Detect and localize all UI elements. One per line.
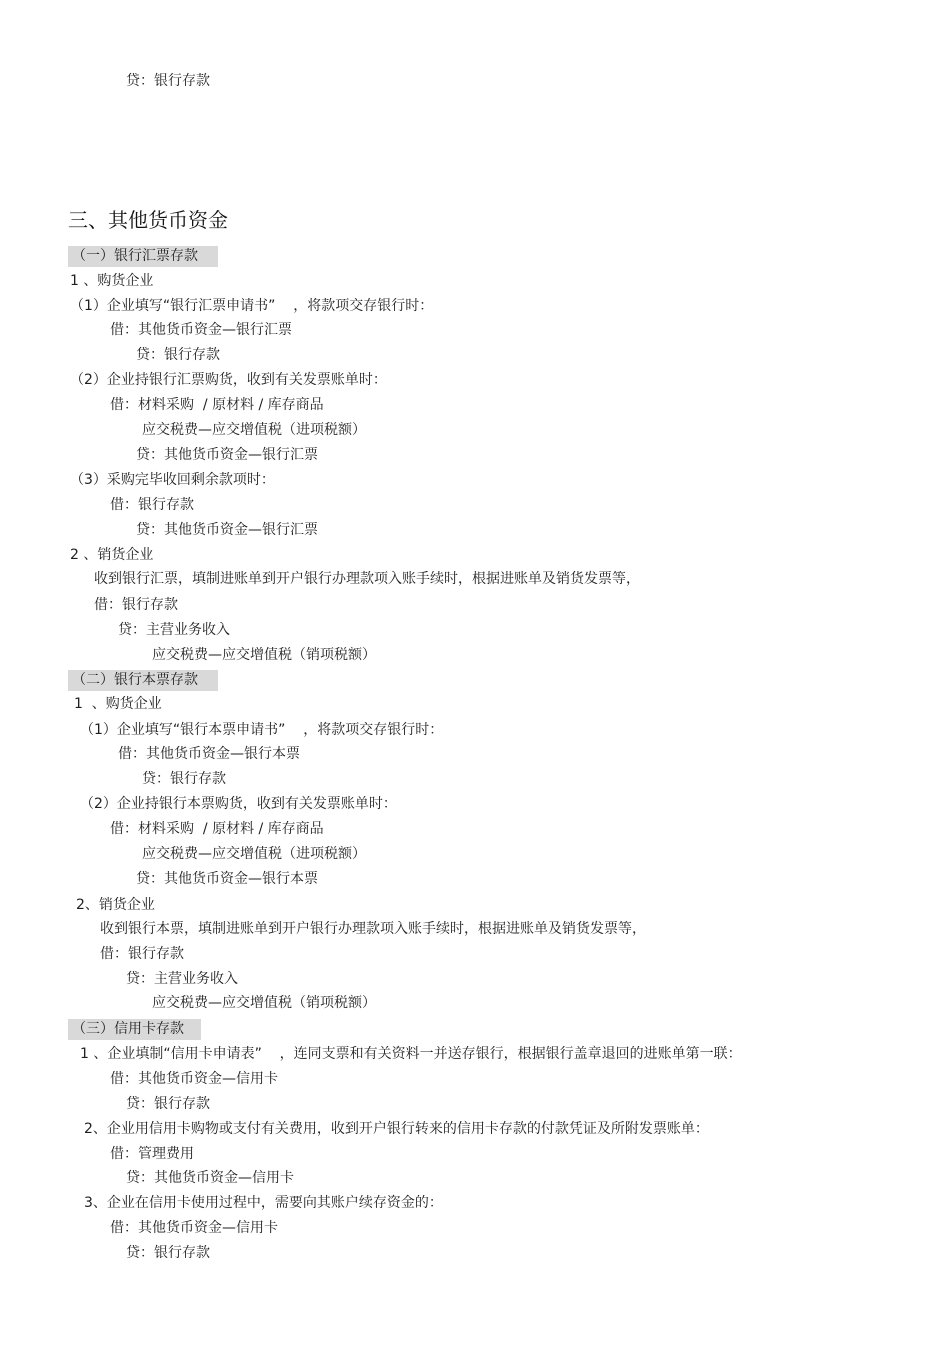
list-item: （2）企业持银行汇票购货，收到有关发票账单时： [70,372,387,388]
entry-line: 借：材料采购 / 原材料 / 库存商品 [110,397,324,413]
entry-line: 贷：主营业务收入 [118,622,230,638]
list-item: 3、企业在信用卡使用过程中，需要向其账户续存资金的： [84,1195,443,1211]
entry-line: 借：银行存款 [100,946,184,962]
subsection-heading-bank-draft: （一）银行汇票存款 [68,246,218,267]
list-item: （1）企业填写“银行本票申请书” ，将款项交存银行时： [80,722,444,738]
entry-line: 贷：其他货币资金—银行本票 [136,871,318,887]
entry-line: 贷：其他货币资金—银行汇票 [136,522,318,538]
list-item: 1 、购货企业 [74,696,162,712]
entry-line: 应交税费—应交增值税（销项税额） [152,995,376,1011]
list-item: 1 、企业填制“信用卡申请表” ，连同支票和有关资料一并送存银行，根据银行盖章退回的进账单第一联： [80,1046,742,1062]
list-item: 2 、销货企业 [70,547,154,563]
list-item: 2、企业用信用卡购物或支付有关费用，收到开户银行转来的信用卡存款的付款凭证及所附发票账单： [84,1121,709,1137]
list-item: （1）企业填写“银行汇票申请书” ，将款项交存银行时： [70,298,434,314]
entry-line: 贷：其他货币资金—信用卡 [126,1170,294,1186]
entry-line: 借：其他货币资金—银行本票 [118,746,300,762]
entry-line: 应交税费—应交增值税（销项税额） [152,647,376,663]
paragraph: 收到银行汇票，填制进账单到开户银行办理款项入账手续时，根据进账单及销货发票等， [94,571,640,587]
section-title: 三、其他货币资金 [68,208,228,232]
entry-line: 借：其他货币资金—信用卡 [110,1220,278,1236]
list-item: 1 、购货企业 [70,273,154,289]
entry-line: 借：银行存款 [110,497,194,513]
entry-line: 贷：银行存款 [126,1096,210,1112]
entry-line: 贷：其他货币资金—银行汇票 [136,447,318,463]
subsection-heading-credit-card: （三）信用卡存款 [68,1019,201,1040]
list-item: （2）企业持银行本票购货，收到有关发票账单时： [80,796,397,812]
entry-line: 贷：银行存款 [142,771,226,787]
entry-line: 借：银行存款 [94,597,178,613]
entry-line: 贷：银行存款 [126,1245,210,1261]
entry-line: 贷：银行存款 [126,73,210,89]
entry-line: 贷：银行存款 [136,347,220,363]
list-item: 2、销货企业 [76,897,155,913]
entry-line: 应交税费—应交增值税（进项税额） [142,846,366,862]
entry-line: 借：其他货币资金—信用卡 [110,1071,278,1087]
entry-line: 贷：主营业务收入 [126,971,238,987]
list-item: （3）采购完毕收回剩余款项时： [70,472,275,488]
paragraph: 收到银行本票，填制进账单到开户银行办理款项入账手续时，根据进账单及销货发票等， [100,921,646,937]
subsection-heading-bank-note: （二）银行本票存款 [68,670,218,691]
entry-line: 借：管理费用 [110,1146,194,1162]
entry-line: 应交税费—应交增值税（进项税额） [142,422,366,438]
entry-line: 借：其他货币资金—银行汇票 [110,322,292,338]
entry-line: 借：材料采购 / 原材料 / 库存商品 [110,821,324,837]
